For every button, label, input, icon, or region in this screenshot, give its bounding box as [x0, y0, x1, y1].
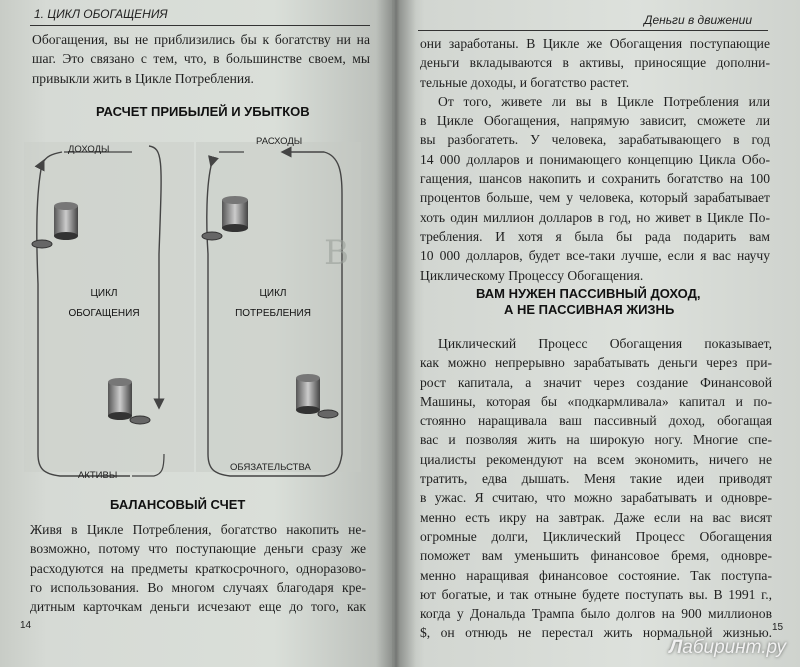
- label-assets: АКТИВЫ: [78, 470, 118, 481]
- text-line: процентов больше, чем у человека, который зарабатывает: [420, 190, 770, 206]
- right-para1: [420, 34, 770, 285]
- watermark-domain: .ру: [761, 637, 786, 658]
- right-running-head: Деньги в движении: [644, 13, 753, 27]
- heading-passive-life: А НЕ ПАССИВНАЯ ЖИЗНЬ: [504, 302, 675, 317]
- left-running-head: 1. ЦИКЛ ОБОГАЩЕНИЯ: [34, 7, 168, 21]
- right-para2: [420, 334, 772, 643]
- cycle-diagram: [24, 134, 364, 490]
- labirint-watermark: [669, 637, 786, 659]
- left-intro-text: [32, 30, 370, 88]
- text-line: Циклический Процесс Обогащения показывает,: [438, 336, 772, 351]
- text-line: Обогащения, вы не приблизились бы к богатству ни на: [32, 32, 370, 47]
- text-line: деньги вкладываются в активы, приносящие дополни-: [420, 55, 770, 71]
- text-line: От того, живете ли вы в Цикле Потребления или: [438, 93, 770, 109]
- text-line: менно есть икру на завтрак. Даже если на вас висят: [420, 509, 772, 525]
- text-line: вы разбогатеть. У человека, зарабатывающего в год: [420, 132, 770, 148]
- text-line: требления. И хотя я была бы рада подарить вам: [420, 228, 770, 244]
- cycle-consumption-name: [228, 284, 318, 324]
- watermark-brand: абиринт: [682, 637, 762, 658]
- text-line: когда у Дональда Трампа было долгов на 900 миллионов: [420, 606, 772, 622]
- text-line: они заработаны. В Цикле же Обогащения поступающие: [420, 36, 770, 51]
- left-head-rule: [30, 25, 370, 26]
- text-line: ют богатые, и так отныне будете поступать вы. В 1991 г.,: [420, 586, 772, 602]
- text-line: поможет вам уменьшить финансовое бремя, одновре-: [420, 548, 772, 564]
- text-line: $, он отнюдь не перестал жить нормальной жизнью.: [420, 625, 772, 641]
- heading-profit-loss: РАСЧЕТ ПРИБЫЛЕЙ И УБЫТКОВ: [96, 104, 310, 119]
- label-expenses: РАСХОДЫ: [256, 136, 303, 147]
- label-income: ДОХОДЫ: [68, 144, 110, 155]
- right-page-number: 15: [772, 622, 784, 633]
- cycle-name-line: ЦИКЛ: [259, 288, 287, 299]
- heading-passive-income: ВАМ НУЖЕН ПАССИВНЫЙ ДОХОД,: [476, 286, 701, 301]
- text-line: Живя в Цикле Потребления, богатство накопить не-: [30, 522, 366, 537]
- text-line: хоть один миллион долларов в год, но живет в Цикле По-: [420, 209, 770, 225]
- text-line: Машины, которая бы «подкармливала» капитал и по-: [420, 393, 772, 409]
- text-line: 10 000 долларов, будет все-таки лучше, если я вас научу: [420, 248, 770, 264]
- text-line: стоянно наращивала ваш пассивный доход, обогащая: [420, 413, 772, 429]
- text-line: циалисты рекомендуют на всем экономить, ничего не: [420, 451, 772, 467]
- left-page-number: 14: [20, 620, 32, 631]
- right-page: [392, 0, 800, 667]
- text-line: вас и позволяя жить на широкую ногу. Многие спе-: [420, 432, 772, 448]
- text-line: 14 000 долларов и понимающего концепцию Цикла Обо-: [420, 151, 770, 167]
- text-line: рост капитала, а значит через создание Финансовой: [420, 374, 772, 390]
- watermark-logo-letter: Л: [669, 637, 683, 658]
- text-line: Циклическому Процессу Обогащения.: [420, 267, 644, 283]
- left-page: [0, 0, 392, 667]
- text-line: в ужас. Я считаю, что можно зарабатывать и одновре-: [420, 490, 772, 506]
- cycle-name-line: ОБОГАЩЕНИЯ: [68, 308, 140, 319]
- text-line: привыкли жить в Цикле Потребления.: [32, 70, 254, 86]
- text-line: менно наращивая финансовое состояние. Так поступа-: [420, 567, 772, 583]
- text-line: шаг. Это связано с тем, что, в большинстве своем, мы: [32, 51, 370, 67]
- label-liabilities: ОБЯЗАТЕЛЬСТВА: [230, 462, 311, 473]
- cycle-enrichment-name: [64, 284, 144, 324]
- text-line: возможно, потому что поступающие деньги сразу же: [30, 541, 366, 557]
- text-line: го использования. Во многом случаях благодаря кре-: [30, 579, 366, 595]
- text-line: тельные доходы, и богатство растет.: [420, 74, 630, 90]
- text-line: дитным карточкам деньги исчезают еще до того, как: [30, 599, 366, 615]
- heading-balance-sheet: БАЛАНСОВЫЙ СЧЕТ: [110, 497, 246, 512]
- text-line: тратить, едва дышать. Меня такие идеи приводят: [420, 471, 772, 487]
- text-line: огромные долги, Циклический Процесс Обогащения: [420, 528, 772, 544]
- cycle-name-line: ЦИКЛ: [90, 288, 118, 299]
- cycle-name-line: ПОТРЕБЛЕНИЯ: [235, 308, 311, 319]
- text-line: как можно непрерывно зарабатывать деньги через при-: [420, 355, 772, 371]
- left-outro-text: [30, 520, 366, 616]
- svg-text:В: В: [324, 233, 349, 273]
- right-head-rule: [418, 30, 768, 31]
- text-line: в Цикле Обогащения, напрямую зависит, сможете ли: [420, 113, 770, 129]
- text-line: расходуются на предметы краткосрочного, одноразово-: [30, 560, 366, 576]
- text-line: гащения, шансов накопить и сохранить богатство на 100: [420, 171, 770, 187]
